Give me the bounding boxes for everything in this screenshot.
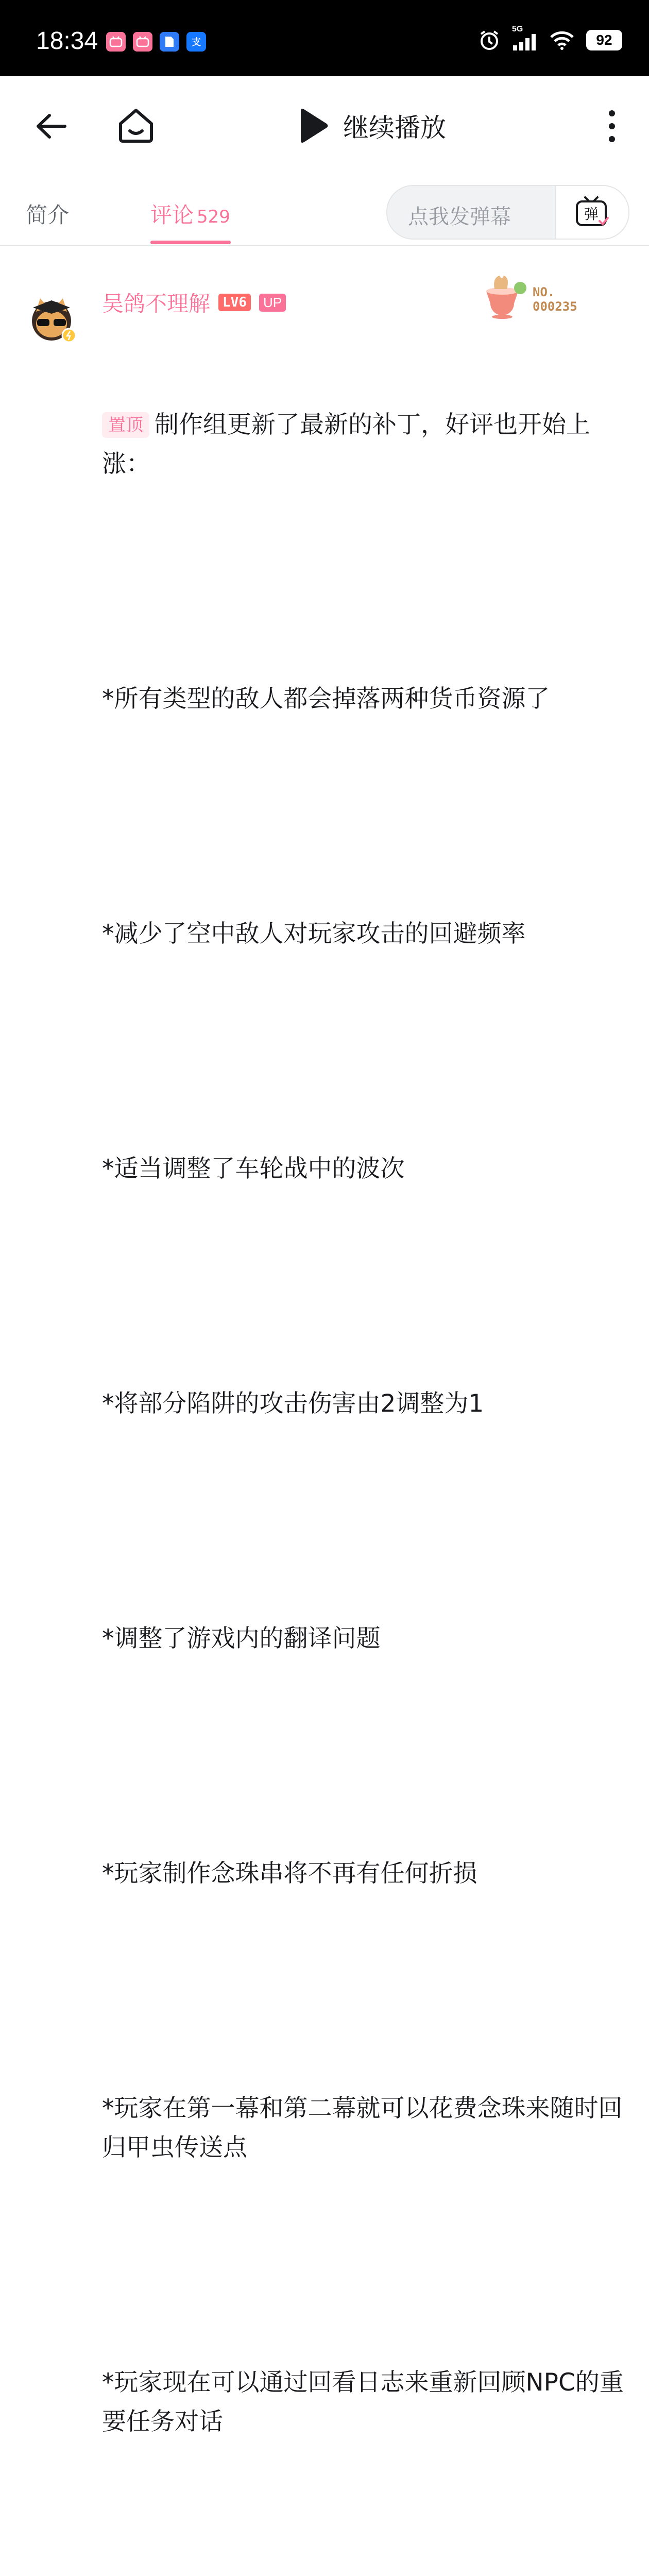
files-app-icon [160, 32, 179, 52]
home-icon[interactable] [115, 105, 157, 146]
danmaku-input-box[interactable] [386, 185, 629, 240]
status-time: 18:34 [36, 27, 98, 55]
fan-badge [479, 274, 603, 320]
comment-paragraph: *将部分陷阱的攻击伤害由2调整为1 [102, 1389, 484, 1418]
continue-play-button[interactable] [297, 107, 446, 144]
cellular-signal-icon [512, 25, 538, 50]
comment-paragraph: *所有类型的敌人都会掉落两种货币资源了 [102, 685, 550, 713]
tab-intro[interactable]: 简介 [26, 202, 70, 228]
comment-body [102, 327, 627, 2576]
danmaku-glyph: 弹 [584, 206, 599, 223]
comment-paragraph: *玩家制作念珠串将不再有任何折损 [102, 1859, 477, 1888]
notification-app-icons [106, 32, 206, 52]
level-badge: LV6 [218, 294, 251, 311]
status-bar [0, 0, 649, 76]
comment-paragraph: *减少了空中敌人对玩家攻击的回避频率 [102, 920, 526, 948]
alarm-icon [478, 29, 501, 52]
comment-paragraph: *玩家现在可以通过回看日志来重新回顾NPC的重要任务对话 [102, 2368, 624, 2436]
comment-paragraph: *适当调整了车轮战中的波次 [102, 1155, 405, 1183]
continue-play-label: 继续播放 [343, 113, 446, 143]
tab-comments[interactable] [150, 198, 230, 229]
up-badge: UP [259, 294, 286, 312]
tab-comments-label: 评论 [150, 202, 194, 228]
play-icon [297, 108, 329, 144]
comment-author-row [102, 287, 286, 318]
more-vertical-icon[interactable] [602, 108, 622, 144]
system-status-icons [478, 25, 622, 52]
alipay-app-icon: 支 [186, 32, 206, 52]
danmaku-icon [574, 195, 611, 229]
avatar[interactable] [26, 292, 77, 344]
active-tab-indicator [150, 241, 231, 244]
bilibili-app-icon [106, 32, 126, 52]
network-type-label: 5G [512, 25, 523, 33]
danmaku-input[interactable]: 点我发弹幕 [408, 205, 511, 229]
comment-paragraph-text: 制作组更新了最新的补丁，好评也开始上涨： [102, 411, 590, 478]
fan-badge-mascot-icon [479, 274, 531, 320]
danmaku-toggle-button[interactable] [555, 186, 628, 239]
comment-paragraph [102, 405, 627, 484]
battery-indicator: 92 [586, 30, 622, 50]
tab-bar [0, 177, 649, 246]
fan-badge-number: 000235 [533, 299, 577, 314]
comments-count: 529 [197, 207, 230, 227]
wifi-icon [549, 30, 575, 50]
fan-badge-no: NO. [533, 285, 555, 299]
author-name[interactable]: 吴鸽不理解 [102, 291, 211, 316]
back-arrow-icon[interactable] [33, 108, 69, 144]
pinned-tag: 置顶 [102, 412, 149, 438]
comment-paragraph: *调整了游戏内的翻译问题 [102, 1624, 381, 1653]
top-navigation-bar [0, 76, 649, 177]
comment-paragraph: *玩家在第一幕和第二幕就可以花费念珠来随时回归甲虫传送点 [102, 2094, 623, 2162]
bilibili-app-icon [133, 32, 152, 52]
